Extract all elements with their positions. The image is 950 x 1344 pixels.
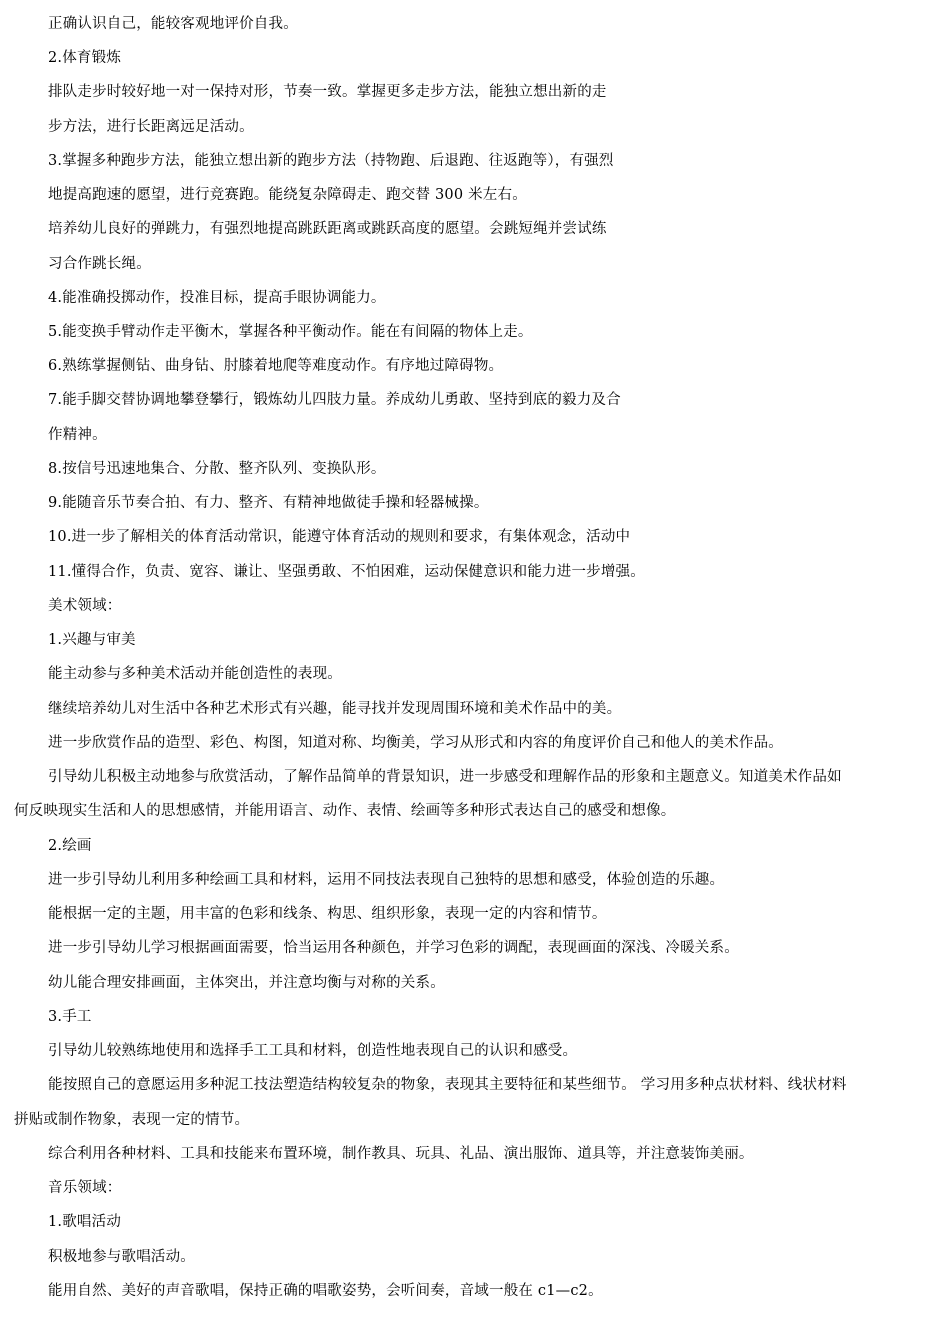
paragraph-line: 能用自然、美好的声音歌唱，保持正确的唱歌姿势，会听间奏，音域一般在 c1—c2。 [48,1283,603,1299]
paragraph-line: 11.懂得合作，负责、宽容、谦让、坚强勇敢、不怕困难，运动保健意识和能力进一步增强。 [48,564,645,580]
paragraph-line: 何反映现实生活和人的思想感情，并能用语言、动作、表情、绘画等多种形式表达自己的感受和想像。 [14,803,676,819]
paragraph-line: 能根据一定的主题，用丰富的色彩和线条、构思、组织形象，表现一定的内容和情节。 [48,906,607,922]
paragraph-line: 进一步引导幼儿利用多种绘画工具和材料，运用不同技法表现自己独特的思想和感受，体验创造的乐趣。 [48,872,725,888]
paragraph-line: 综合利用各种材料、工具和技能来布置环境，制作教具、玩具、礼品、演出服饰、道具等，并注意装饰美丽。 [48,1146,754,1162]
paragraph-line: 作精神。 [48,427,107,443]
section-heading: 美术领域： [48,598,122,614]
paragraph-line: 8.按信号迅速地集合、分散、整齐队列、变换队形。 [48,461,386,477]
paragraph-line: 进一步欣赏作品的造型、彩色、构图，知道对称、均衡美，学习从形式和内容的角度评价自己和他人的美术作品。 [48,735,783,751]
paragraph-line: 拼贴或制作物象，表现一定的情节。 [14,1112,250,1128]
paragraph-line: 进一步引导幼儿学习根据画面需要，恰当运用各种颜色，并学习色彩的调配，表现画面的深浅、冷暖关系。 [48,940,739,956]
section-heading: 1.兴趣与审美 [48,632,136,648]
paragraph-line: 10.进一步了解相关的体育活动常识，能遵守体育活动的规则和要求，有集体观念，活动中 [48,529,631,545]
section-heading: 2.体育锻炼 [48,50,122,66]
paragraph-line: 能按照自己的意愿运用多种泥工技法塑造结构较复杂的物象，表现其主要特征和某些细节。 学习用多种点状材料、线状材料 [48,1077,847,1093]
paragraph-line: 引导幼儿较熟练地使用和选择手工工具和材料，创造性地表现自己的认识和感受。 [48,1043,578,1059]
paragraph-line: 能主动参与多种美术活动并能创造性的表现。 [48,666,342,682]
section-heading: 2.绘画 [48,838,92,854]
paragraph-line: 9.能随音乐节奏合拍、有力、整齐、有精神地做徒手操和轻器械操。 [48,495,489,511]
section-heading: 1.歌唱活动 [48,1214,122,1230]
paragraph-line: 培养幼儿良好的弹跳力，有强烈地提高跳跃距离或跳跃高度的愿望。会跳短绳并尝试练 [48,221,607,237]
paragraph-line: 习合作跳长绳。 [48,256,151,272]
paragraph-line: 排队走步时较好地一对一保持对形，节奏一致。掌握更多走步方法，能独立想出新的走 [48,84,607,100]
paragraph-line: 正确认识自己，能较客观地评价自我。 [48,16,298,32]
paragraph-line: 3.掌握多种跑步方法，能独立想出新的跑步方法（持物跑、后退跑、往返跑等），有强烈 [48,153,614,169]
paragraph-line: 步方法，进行长距离远足活动。 [48,119,254,135]
paragraph-line: 继续培养幼儿对生活中各种艺术形式有兴趣，能寻找并发现周围环境和美术作品中的美。 [48,701,622,717]
paragraph-line: 5.能变换手臂动作走平衡木，掌握各种平衡动作。能在有间隔的物体上走。 [48,324,533,340]
paragraph-line: 引导幼儿积极主动地参与欣赏活动，了解作品简单的背景知识，进一步感受和理解作品的形象和主题意义。知道美术作品如 [48,769,842,785]
paragraph-line: 7.能手脚交替协调地攀登攀行，锻炼幼儿四肢力量。养成幼儿勇敢、坚持到底的毅力及合 [48,392,621,408]
paragraph-line: 积极地参与歌唱活动。 [48,1249,195,1265]
section-heading: 音乐领域： [48,1180,122,1196]
paragraph-line: 6.熟练掌握侧钻、曲身钻、肘膝着地爬等难度动作。有序地过障碍物。 [48,358,504,374]
paragraph-line: 地提高跑速的愿望，进行竞赛跑。能绕复杂障碍走、跑交替 300 米左右。 [48,187,527,203]
section-heading: 3.手工 [48,1009,92,1025]
paragraph-line: 幼儿能合理安排画面，主体突出，并注意均衡与对称的关系。 [48,975,445,991]
paragraph-line: 4.能准确投掷动作，投准目标，提高手眼协调能力。 [48,290,386,306]
